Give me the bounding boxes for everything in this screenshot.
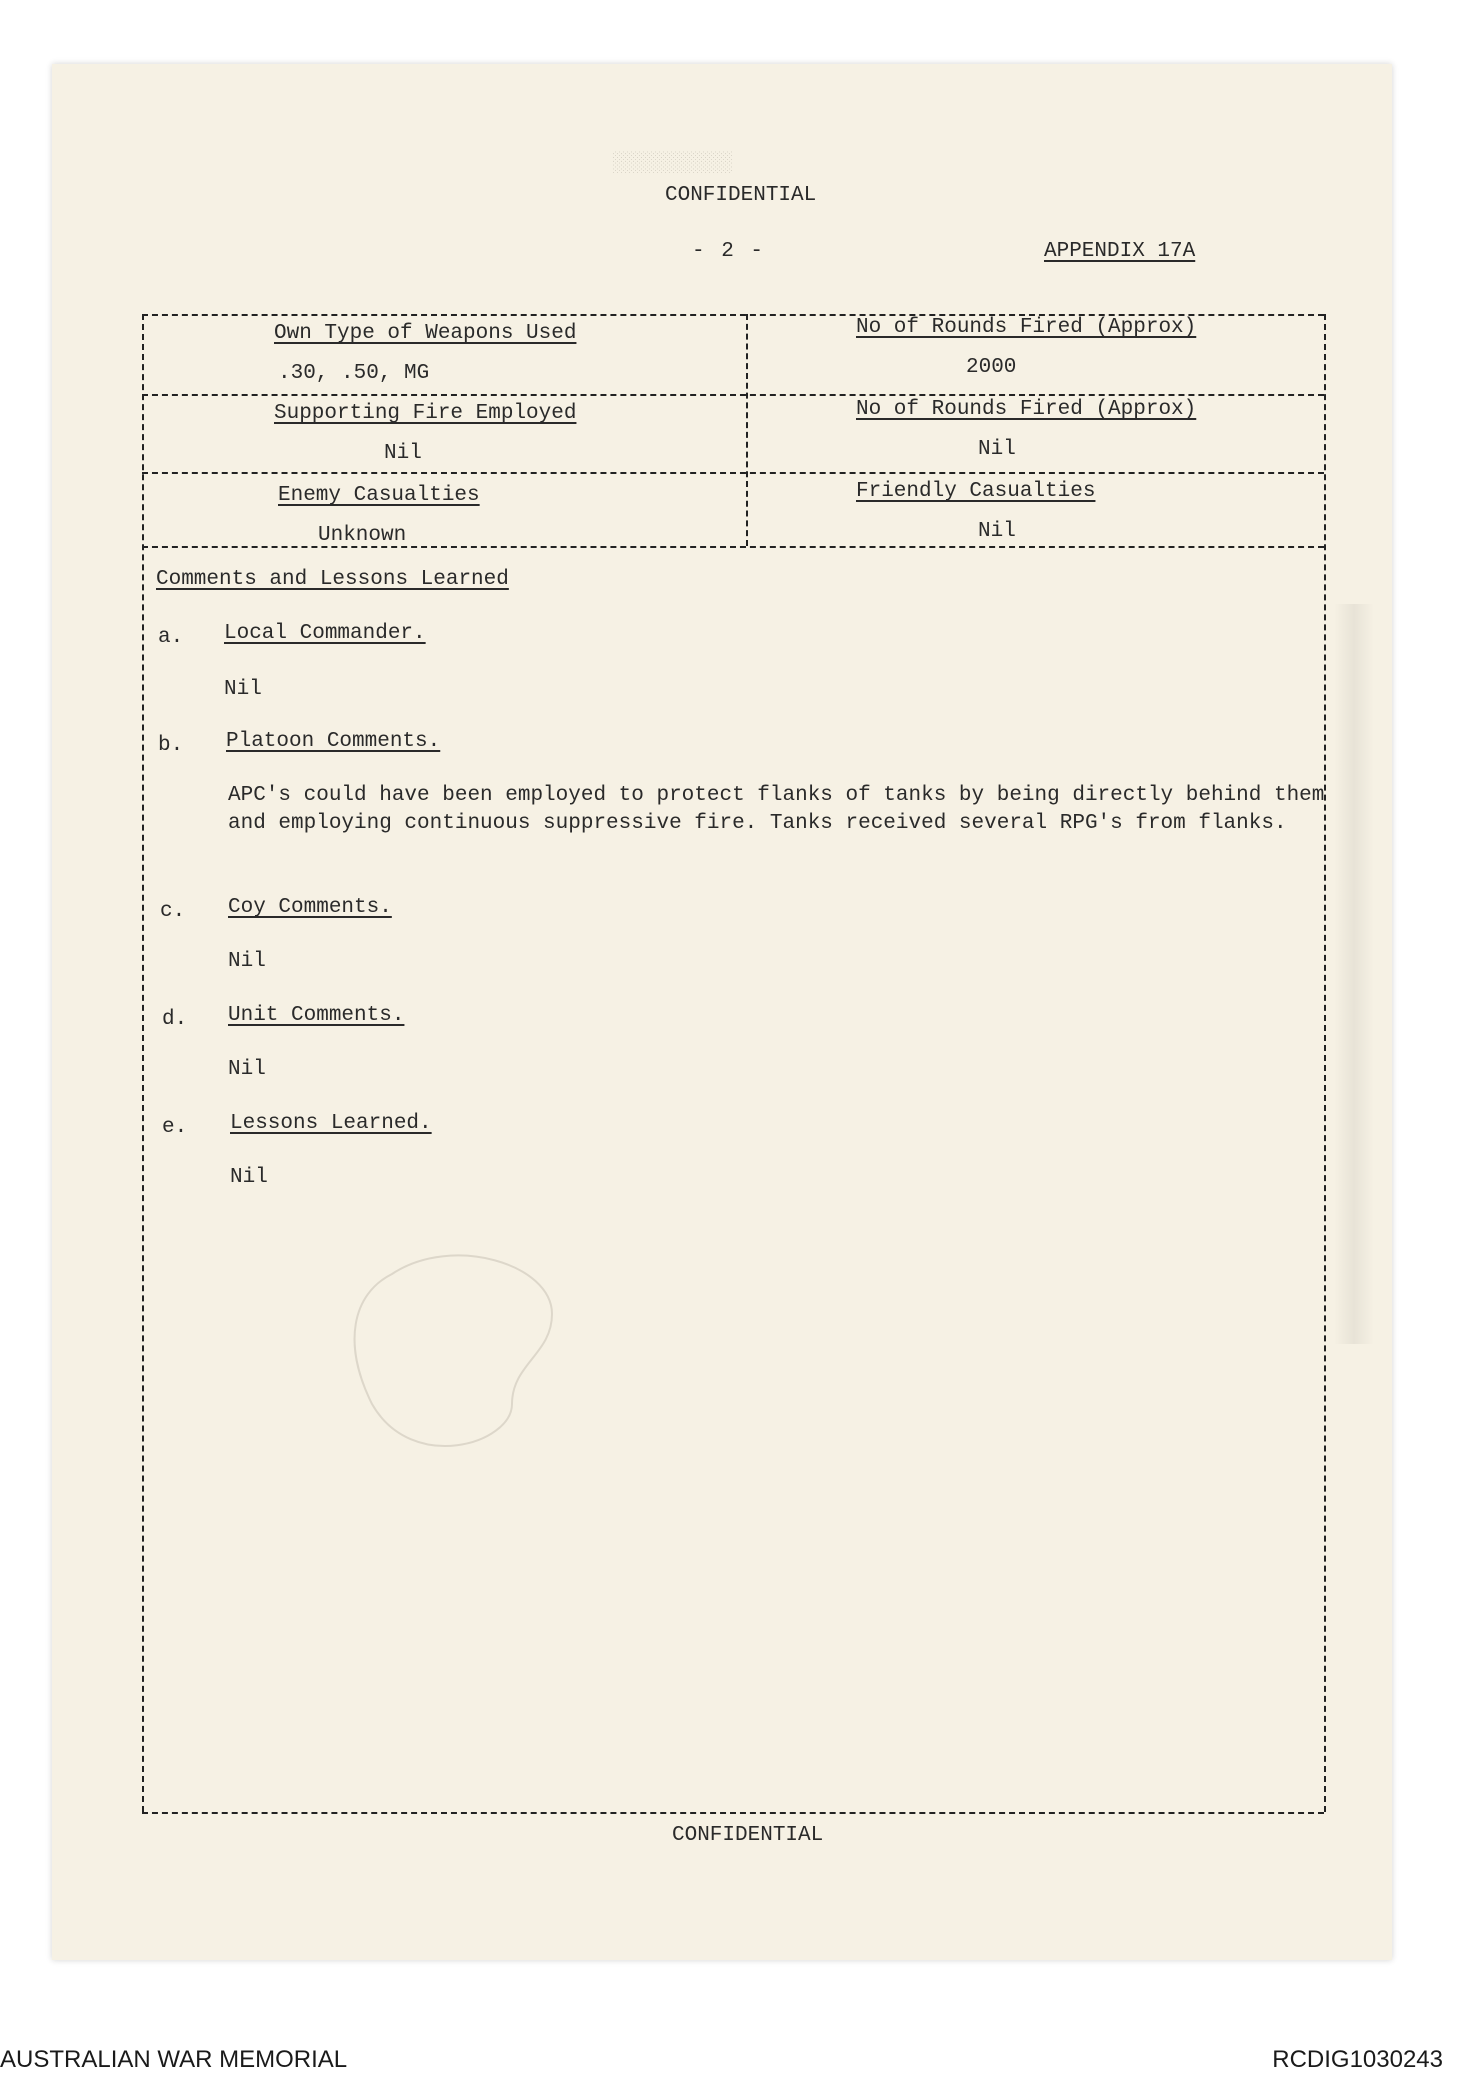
appendix-label: APPENDIX 17A: [1044, 240, 1196, 263]
comments-heading: Comments and Lessons Learned: [156, 568, 509, 591]
item-e-letter: e.: [162, 1116, 188, 1139]
bleed-through-text: ░░░░░░░░░░: [612, 152, 733, 175]
item-b-letter: b.: [158, 734, 184, 757]
enemy-casualties-label: Enemy Casualties: [278, 484, 480, 507]
friendly-casualties-value: Nil: [978, 520, 1016, 543]
header-classification: CONFIDENTIAL: [665, 184, 817, 207]
item-c-letter: c.: [160, 900, 186, 923]
footer-classification: CONFIDENTIAL: [672, 1824, 824, 1847]
friendly-casualties-label: Friendly Casualties: [856, 480, 1096, 503]
support-rounds-label: No of Rounds Fired (Approx): [856, 398, 1197, 421]
row2-divider: [142, 472, 1324, 474]
support-rounds-value: Nil: [978, 438, 1016, 461]
document-page: [52, 64, 1392, 1960]
row1-divider: [142, 394, 1324, 396]
archive-id: RCDIG1030243: [1272, 2046, 1443, 2073]
item-d-body: Nil: [228, 1058, 266, 1081]
item-c-title: Coy Comments.: [228, 896, 392, 919]
archive-name: AUSTRALIAN WAR MEMORIAL: [0, 2046, 348, 2073]
item-b-title: Platoon Comments.: [226, 730, 441, 753]
own-weapons-value: .30, .50, MG: [278, 362, 430, 385]
rounds-fired-value: 2000: [966, 356, 1017, 379]
own-weapons-label: Own Type of Weapons Used: [274, 322, 577, 345]
paper-crease: [1334, 604, 1374, 1344]
item-e-body: Nil: [230, 1166, 268, 1189]
rounds-fired-label: No of Rounds Fired (Approx): [856, 316, 1197, 339]
item-d-letter: d.: [162, 1008, 188, 1031]
table-bottom-border: [142, 1812, 1324, 1814]
item-c-body: Nil: [228, 950, 266, 973]
table-right-border: [1324, 314, 1326, 1812]
item-a-title: Local Commander.: [224, 622, 426, 645]
item-e-title: Lessons Learned.: [230, 1112, 432, 1135]
item-a-body: Nil: [224, 678, 262, 701]
supporting-fire-value: Nil: [384, 442, 422, 465]
table-left-border: [142, 314, 144, 1812]
supporting-fire-label: Supporting Fire Employed: [274, 402, 577, 425]
table-mid-divider: [746, 314, 748, 546]
bleed-through-sketch: [332, 1244, 712, 1544]
item-b-body: APC's could have been employed to protect flanks of tanks by being directly behind them and employing continuous suppressive fire. Tanks received several RPG's from flanks.: [228, 784, 1325, 835]
item-d-title: Unit Comments.: [228, 1004, 405, 1027]
enemy-casualties-value: Unknown: [318, 524, 407, 547]
page-number: - 2 -: [692, 240, 766, 263]
item-a-letter: a.: [158, 626, 184, 649]
